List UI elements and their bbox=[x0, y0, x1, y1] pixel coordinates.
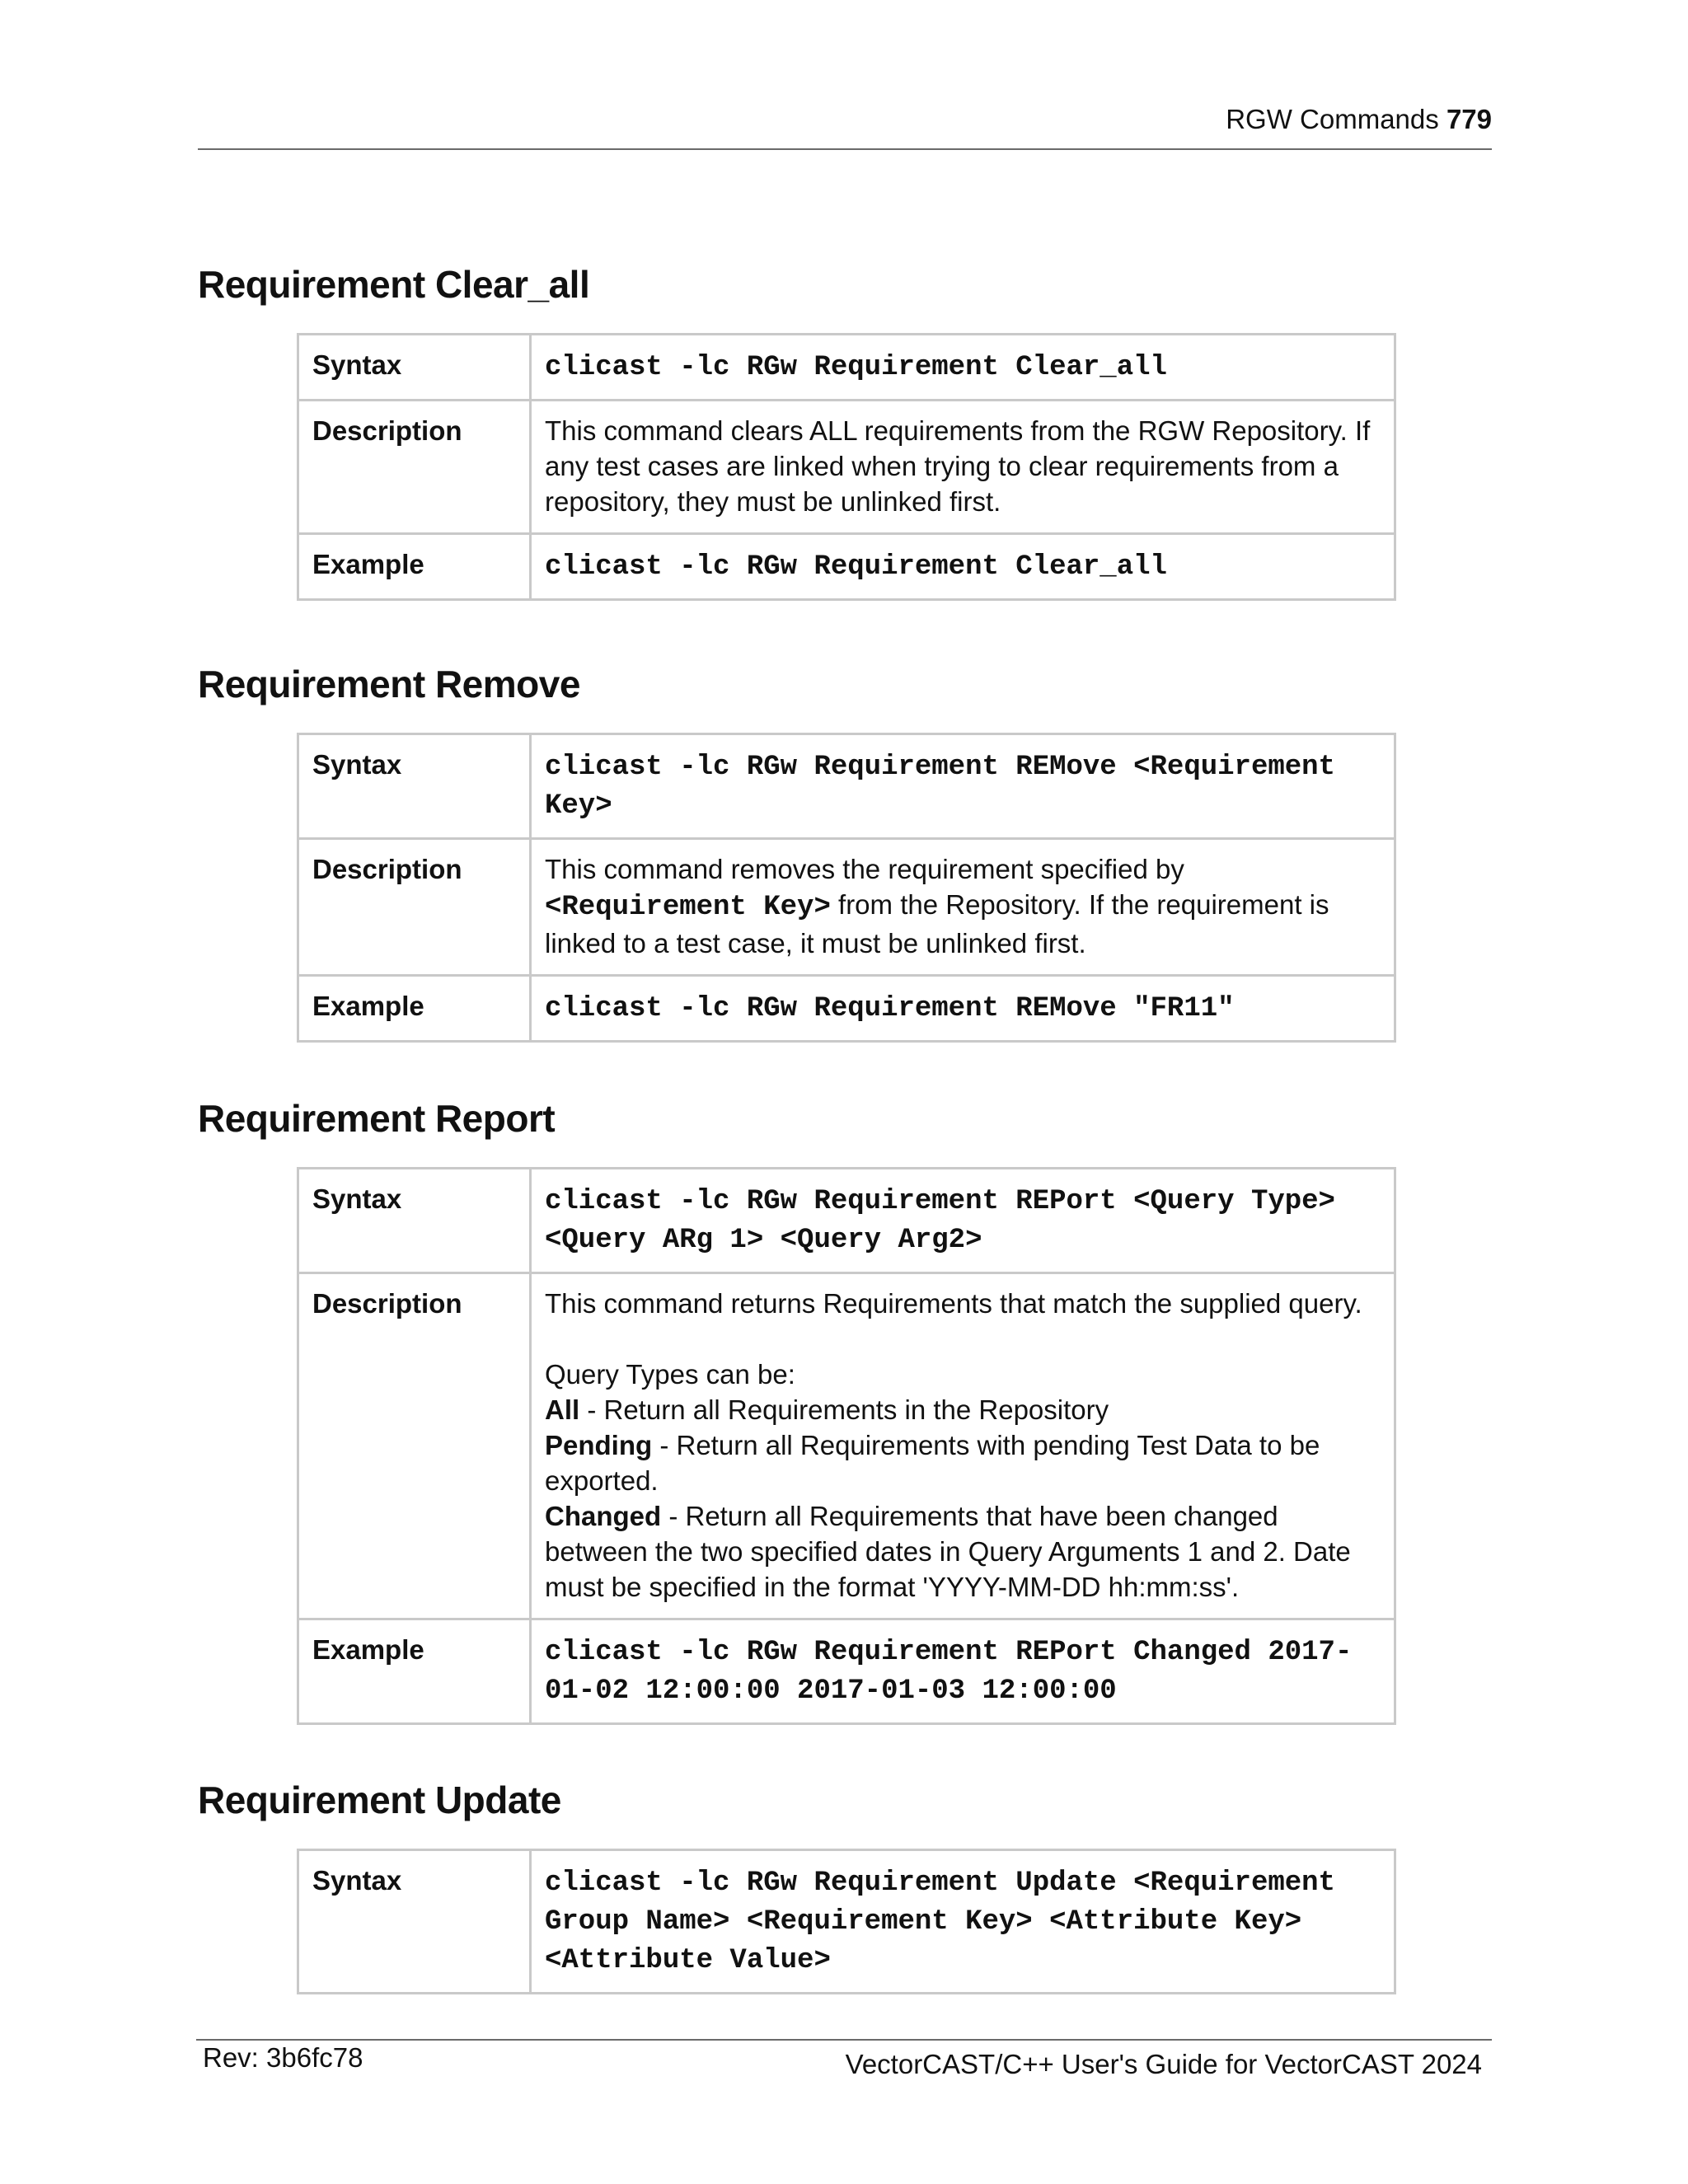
page-number: 779 bbox=[1446, 104, 1492, 134]
example-label: Example bbox=[298, 1619, 531, 1724]
example-row bbox=[298, 976, 1395, 1042]
section-title: Requirement Update bbox=[198, 1779, 561, 1821]
syntax-row bbox=[298, 1169, 1395, 1273]
description-text-start: This command removes the requirement specified by bbox=[545, 854, 1184, 884]
example-label: Example bbox=[298, 976, 531, 1042]
syntax-code: clicast -lc RGw Requirement REMove <Requirement Key> bbox=[545, 752, 1335, 822]
section-requirement-report bbox=[198, 1096, 1492, 1707]
example-row bbox=[298, 1619, 1395, 1724]
syntax-value bbox=[531, 335, 1395, 401]
example-value bbox=[531, 1619, 1395, 1724]
query-type-name: All bbox=[545, 1394, 580, 1425]
example-code: clicast -lc RGw Requirement REPort Changed 2017-01-02 12:00:00 2017-01-03 12:00:00 bbox=[545, 1637, 1353, 1707]
syntax-row bbox=[298, 335, 1395, 401]
command-table bbox=[297, 1167, 1396, 1725]
syntax-label: Syntax bbox=[298, 1850, 531, 1994]
syntax-label: Syntax bbox=[298, 335, 531, 401]
section-requirement-update bbox=[198, 1778, 1492, 1976]
description-label: Description bbox=[298, 1273, 531, 1619]
footer-revision: Rev: 3b6fc78 bbox=[203, 2042, 363, 2073]
syntax-code: clicast -lc RGw Requirement REPort <Query Type> <Query ARg 1> <Query Arg2> bbox=[545, 1186, 1335, 1256]
example-code: clicast -lc RGw Requirement Clear_all bbox=[545, 551, 1167, 583]
description-label: Description bbox=[298, 839, 531, 976]
syntax-value bbox=[531, 1850, 1395, 1994]
description-value bbox=[531, 1273, 1395, 1619]
section-requirement-remove bbox=[198, 662, 1492, 1024]
syntax-value bbox=[531, 1169, 1395, 1273]
command-table bbox=[297, 333, 1396, 601]
example-label: Example bbox=[298, 534, 531, 600]
header-section-title: RGW Commands bbox=[1226, 104, 1439, 134]
query-type-name: Pending bbox=[545, 1430, 653, 1460]
description-text-end: from the Repository. If the requirement is linked to a test case, it must be unlinked first. bbox=[545, 889, 1329, 958]
description-intro: This command returns Requirements that match the supplied query. bbox=[545, 1288, 1362, 1319]
description-row bbox=[298, 401, 1395, 534]
footer-divider bbox=[196, 2039, 1492, 2041]
example-code: clicast -lc RGw Requirement REMove "FR11" bbox=[545, 993, 1235, 1024]
query-types-heading: Query Types can be: bbox=[545, 1359, 795, 1390]
section-title: Requirement Clear_all bbox=[198, 263, 590, 306]
query-type-text: - Return all Requirements that have been changed between the two specified dates in Query Arguments 1 and 2. Date must be specified in the format 'YYYY-MM-DD hh:mm:ss'. bbox=[545, 1501, 1351, 1602]
example-value bbox=[531, 976, 1395, 1042]
running-header bbox=[198, 104, 1492, 150]
description-row bbox=[298, 1273, 1395, 1619]
description-row bbox=[298, 839, 1395, 976]
section-requirement-clear-all bbox=[198, 262, 1492, 583]
query-type-text: - Return all Requirements with pending Test Data to be exported. bbox=[545, 1430, 1320, 1496]
example-row bbox=[298, 534, 1395, 600]
section-title: Requirement Report bbox=[198, 1097, 556, 1140]
syntax-code: clicast -lc RGw Requirement Clear_all bbox=[545, 352, 1167, 383]
query-type-item bbox=[545, 1392, 1381, 1427]
description-value bbox=[531, 839, 1395, 976]
syntax-row bbox=[298, 1850, 1395, 1994]
command-table bbox=[297, 733, 1396, 1043]
footer-guide-title: VectorCAST/C++ User's Guide for VectorCAST 2024 bbox=[845, 2049, 1482, 2079]
description-inline-code: <Requirement Key> bbox=[545, 892, 831, 923]
description-value: This command clears ALL requirements from the RGW Repository. If any test cases are linked when trying to clear requirements from a repository, they must be unlinked first. bbox=[531, 401, 1395, 534]
query-type-item bbox=[545, 1427, 1381, 1498]
syntax-value bbox=[531, 734, 1395, 839]
query-type-item bbox=[545, 1498, 1381, 1605]
query-type-text: - Return all Requirements in the Repository bbox=[579, 1394, 1109, 1425]
syntax-label: Syntax bbox=[298, 734, 531, 839]
example-value bbox=[531, 534, 1395, 600]
syntax-label: Syntax bbox=[298, 1169, 531, 1273]
command-table bbox=[297, 1849, 1396, 1994]
syntax-row bbox=[298, 734, 1395, 839]
query-type-name: Changed bbox=[545, 1501, 662, 1531]
section-title: Requirement Remove bbox=[198, 663, 580, 705]
syntax-code: clicast -lc RGw Requirement Update <Requirement Group Name> <Requirement Key> <Attribute Key> <Attribute Value> bbox=[545, 1868, 1335, 1976]
description-label: Description bbox=[298, 401, 531, 534]
